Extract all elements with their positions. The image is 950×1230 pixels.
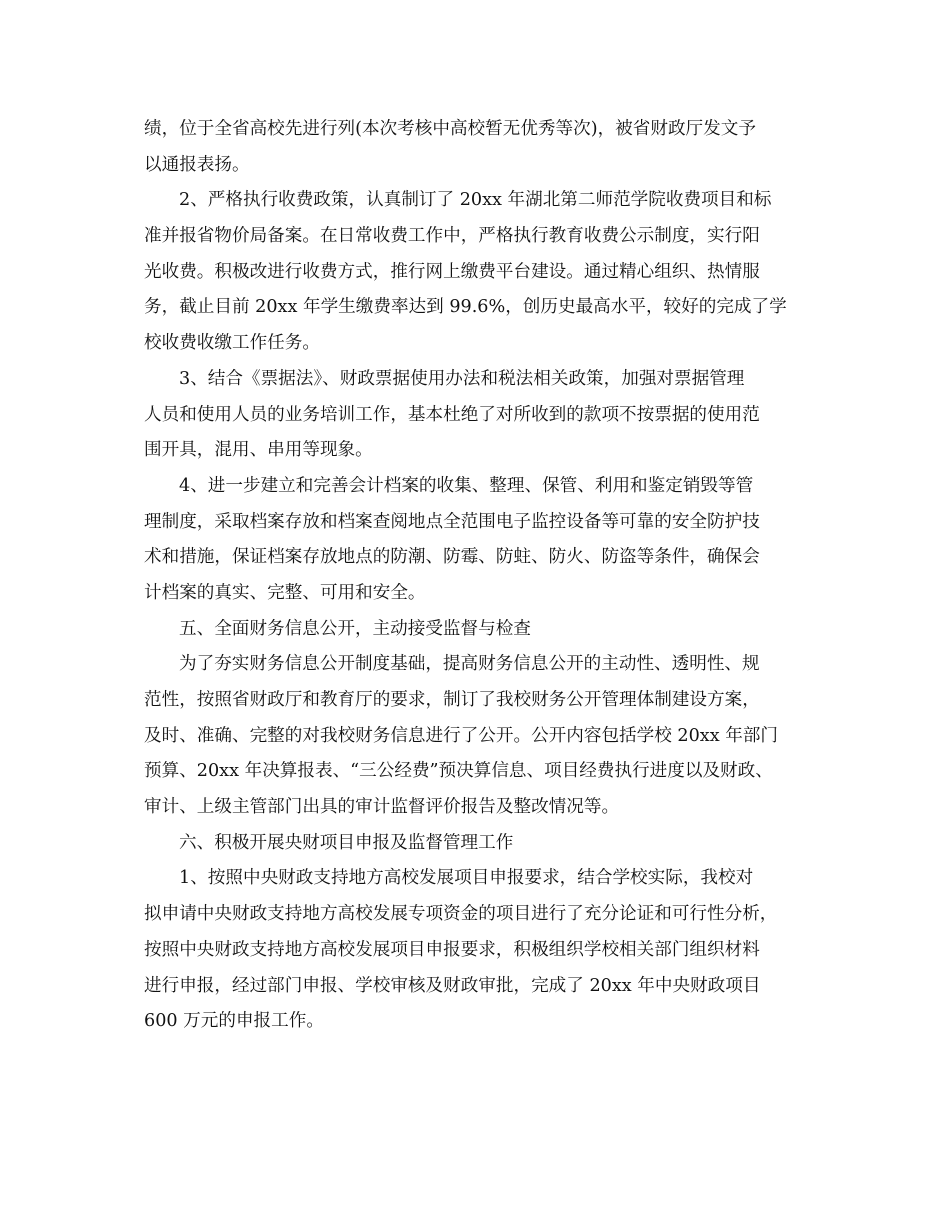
document-body: [144, 112, 814, 1040]
text-line: 以通报表扬。: [144, 154, 250, 175]
text-line: 预算、20xx 年决算报表、“三公经费”预决算信息、项目经费执行进度以及财政、: [144, 761, 773, 782]
text-line: 进行申报，经过部门申报、学校审核及财政审批，完成了 20xx 年中央财政项目: [144, 975, 761, 996]
text-line: 及时、准确、完整的对我校财务信息进行了公开。公开内容包括学校 20xx 年部门: [144, 725, 779, 746]
text-line: 光收费。积极改进行收费方式，推行网上缴费平台建设。通过精心组织、热情服: [144, 261, 760, 282]
section-heading: 六、积极开展央财项目申报及监督管理工作: [179, 832, 514, 853]
section-heading: 五、全面财务信息公开，主动接受监督与检查: [179, 618, 531, 639]
text-line: 校收费收缴工作任务。: [144, 333, 320, 354]
text-line: 术和措施，保证档案存放地点的防潮、防霉、防蛀、防火、防盗等条件，确保会: [144, 547, 760, 568]
text-line: 拟申请中央财政支持地方高校发展专项资金的项目进行了充分论证和可行性分析，: [144, 904, 778, 925]
text-line: 人员和使用人员的业务培训工作，基本杜绝了对所收到的款项不按票据的使用范: [144, 404, 760, 425]
paragraph-start-line: 2、严格执行收费政策，认真制订了 20xx 年湖北第二师范学院收费项目和标: [179, 190, 772, 211]
text-line: 围开具，混用、串用等现象。: [144, 440, 373, 461]
text-line: 600 万元的申报工作。: [144, 1011, 324, 1032]
text-line: 准并报省物价局备案。在日常收费工作中，严格执行教育收费公示制度，实行阳: [144, 226, 760, 247]
text-line: 范性，按照省财政厅和教育厅的要求，制订了我校财务公开管理体制建设方案，: [144, 690, 760, 710]
text-line: 理制度，采取档案存放和档案查阅地点全范围电子监控设备等可靠的安全防护技: [144, 511, 760, 532]
paragraph-start-line: 4、进一步建立和完善会计档案的收集、整理、保管、利用和鉴定销毁等管: [179, 475, 754, 496]
text-line: 绩，位于全省高校先进行列(本次考核中高校暂无优秀等次)，被省财政厅发文予: [144, 119, 756, 139]
paragraph-start-line: 3、结合《票据法》、财政票据使用办法和税法相关政策，加强对票据管理: [179, 368, 745, 389]
text-line: 按照中央财政支持地方高校发展项目申报要求，积极组织学校相关部门组织材料: [144, 939, 760, 960]
text-line: 计档案的真实、完整、可用和安全。: [144, 582, 426, 603]
paragraph-start-line: 1、按照中央财政支持地方高校发展项目申报要求，结合学校实际，我校对: [179, 868, 754, 889]
text-line: 务，截止目前 20xx 年学生缴费率达到 99.6%，创历史最高水平，较好的完成了学: [144, 297, 787, 318]
text-line: 审计、上级主管部门出具的审计监督评价报告及整改情况等。: [144, 797, 620, 818]
paragraph-start-line: 为了夯实财务信息公开制度基础，提高财务信息公开的主动性、透明性、规: [179, 654, 760, 675]
